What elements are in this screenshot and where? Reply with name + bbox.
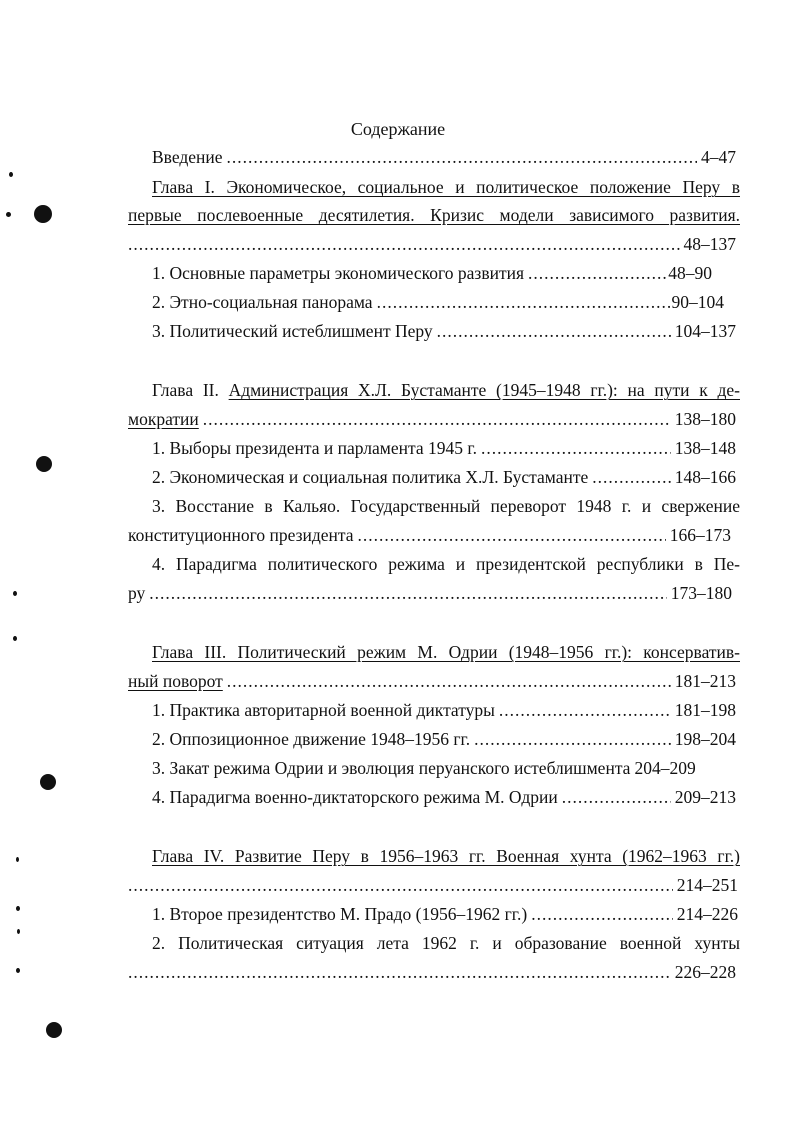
- dot-leader: [474, 728, 671, 750]
- toc-section-continuation: [128, 524, 731, 546]
- scan-speck: [13, 636, 17, 641]
- dot-leader: [128, 233, 680, 255]
- dot-leader: [592, 466, 670, 488]
- chapter-1-title-line-1: Глава I. Экономическое, социальное и политическое положение Перу в: [152, 177, 740, 197]
- chapter-2-title-line-2: мократии: [128, 409, 199, 429]
- toc-page-number: 226–228: [674, 962, 736, 982]
- chapter-1-title-line-2: первые послевоенные десятилетия. Кризис модели зависимого развития.: [128, 205, 740, 225]
- toc-entry-label: 1. Основные параметры экономического развития: [152, 263, 525, 283]
- chapter-3-pages-row: [128, 670, 736, 692]
- toc-entry-label: Введение: [152, 147, 223, 167]
- toc-page-number: 90–104: [671, 292, 724, 312]
- chapter-4-pages-row: [128, 874, 738, 896]
- toc-page-number: 48–137: [683, 234, 736, 254]
- toc-page-number: 214–226: [676, 904, 738, 924]
- toc-entry-label: 2. Оппозиционное движение 1948–1956 гг.: [152, 729, 471, 749]
- dot-leader: [203, 408, 671, 430]
- toc-entry-label: 1. Второе президентство М. Прадо (1956–1962 гг.): [152, 904, 528, 924]
- toc-page-number: 181–213: [674, 671, 736, 691]
- toc-page-number: 148–166: [674, 467, 736, 487]
- scan-speck: [9, 172, 13, 177]
- toc-page-number: 4–47: [701, 147, 736, 167]
- toc-section-continuation: [128, 961, 736, 983]
- chapter-2-title-line-1: [152, 379, 740, 401]
- dot-leader: [562, 786, 671, 808]
- toc-section: [152, 437, 736, 459]
- toc-section-line-1: 4. Парадигма политического режима и президентской республики в Пе-: [152, 554, 740, 574]
- scan-speck: [17, 929, 20, 934]
- toc-entry-label: 3. Политический истеблишмент Перу: [152, 321, 433, 341]
- toc-page-number: 181–198: [674, 700, 736, 720]
- dot-leader: [358, 524, 666, 546]
- chapter-1-pages-row: [128, 233, 736, 255]
- chapter-3-title-line-1: Глава III. Политический режим М. Одрии (1948–1956 гг.): консерватив-: [152, 642, 740, 662]
- toc-section-line-1: 2. Политическая ситуация лета 1962 г. и образование военной хунты: [152, 933, 740, 953]
- toc-section: [152, 728, 736, 750]
- toc-page-number: 214–251: [676, 875, 738, 895]
- toc-entry-label: 2. Этно-социальная панорама: [152, 292, 373, 312]
- chapter-2-title: Администрация Х.Л. Бустаманте (1945–1948 гг.): на пути к де-: [228, 380, 740, 400]
- dot-leader: [377, 291, 670, 313]
- dot-leader: [531, 903, 673, 925]
- scan-speck: [6, 212, 11, 217]
- toc-entry-label: ру: [128, 583, 146, 603]
- toc-page-number: 166–173: [669, 525, 731, 545]
- toc-page-number: 204–209: [634, 758, 696, 778]
- toc-section-line-1: 3. Восстание в Кальяо. Государственный переворот 1948 г. и свержение: [152, 496, 740, 516]
- toc-page-number: 138–180: [674, 409, 736, 429]
- toc-entry-label: 4. Парадигма военно-диктаторского режима М. Одрии: [152, 787, 558, 807]
- chapter-3-title-line-2: ный поворот: [128, 671, 223, 691]
- dot-leader: [481, 437, 671, 459]
- dot-leader: [128, 874, 673, 896]
- scan-hole-mark: [46, 1022, 62, 1038]
- toc-entry-label: 1. Выборы президента и парламента 1945 г.: [152, 438, 477, 458]
- dot-leader: [528, 262, 668, 284]
- toc-page-number: 104–137: [674, 321, 736, 341]
- toc-page-number: 138–148: [674, 438, 736, 458]
- toc-section: [152, 699, 736, 721]
- chapter-4-title-line-1: Глава IV. Развитие Перу в 1956–1963 гг. Военная хунта (1962–1963 гг.): [152, 846, 740, 866]
- toc-page-number: 173–180: [670, 583, 732, 603]
- scan-speck: [13, 591, 17, 596]
- dot-leader: [437, 320, 671, 342]
- toc-entry-label: конституционного президента: [128, 525, 354, 545]
- toc-section-continuation: [128, 582, 732, 604]
- dot-leader: [227, 146, 697, 168]
- toc-section: [152, 757, 742, 779]
- dot-leader: [227, 670, 671, 692]
- toc-section: [152, 786, 736, 808]
- scan-hole-mark: [36, 456, 52, 472]
- dot-leader: [128, 961, 671, 983]
- toc-entry-label: 1. Практика авторитарной военной диктатуры: [152, 700, 495, 720]
- toc-page-number: 198–204: [674, 729, 736, 749]
- toc-entry-intro: [152, 146, 736, 168]
- scan-speck: [16, 906, 20, 911]
- dot-leader: [149, 582, 666, 604]
- toc-section: [152, 262, 712, 284]
- toc-page-number: 209–213: [674, 787, 736, 807]
- dot-leader: [499, 699, 671, 721]
- toc-section: [152, 320, 736, 342]
- toc-section: [152, 291, 724, 313]
- toc-section: [152, 903, 738, 925]
- toc-entry-label: 2. Экономическая и социальная политика Х.Л. Бустаманте: [152, 467, 589, 487]
- scan-hole-mark: [34, 205, 52, 223]
- chapter-2-pages-row: [128, 408, 736, 430]
- toc-entry-label: 3. Закат режима Одрии и эволюция перуанского истеблишмента: [152, 758, 631, 778]
- scan-hole-mark: [40, 774, 56, 790]
- chapter-2-prefix: Глава II.: [152, 380, 229, 400]
- scan-speck: [16, 857, 19, 862]
- toc-section: [152, 466, 736, 488]
- page-title: Содержание: [350, 119, 446, 139]
- scan-speck: [16, 968, 20, 973]
- toc-page-number: 48–90: [668, 263, 712, 283]
